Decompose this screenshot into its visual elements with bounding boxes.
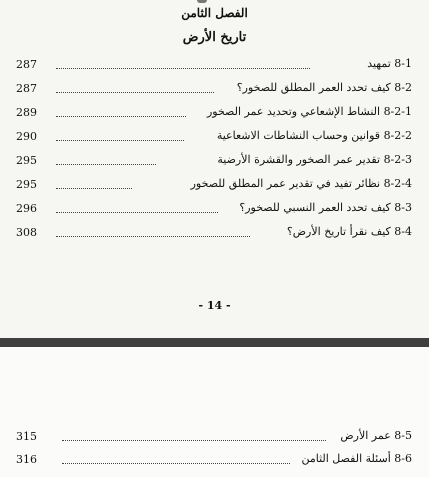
toc-entry-label: 8-2-3 تقدير عمر الصخور والقشرة الأرضية [217,153,412,166]
toc-entry[interactable] [16,224,412,244]
page-divider [0,338,429,347]
toc-entry[interactable] [16,176,412,196]
chapter-title: تاريخ الأرض [182,30,247,45]
toc-entry[interactable] [16,128,412,148]
dot-leader [56,236,250,237]
scan-artifact [197,0,207,3]
page-footer: - 14 - [198,299,231,312]
toc-page-bottom [0,347,429,477]
toc-page-number: 287 [16,82,37,95]
dot-leader [62,463,290,464]
toc-entry[interactable] [16,56,412,76]
dot-leader [56,68,310,69]
toc-entry-label: 8-2 كيف تحدد العمر المطلق للصخور؟ [236,81,412,94]
dot-leader [56,164,156,165]
toc-entry[interactable] [16,152,412,172]
chapter-label: الفصل الثامن [181,6,248,20]
toc-entry-label: 8-4 كيف نقرأ تاريخ الأرض؟ [286,225,412,238]
dot-leader [56,188,132,189]
dot-leader [56,92,214,93]
toc-page-number: 296 [16,202,37,215]
dot-leader [62,440,326,441]
toc-entry[interactable] [16,428,412,448]
toc-entry-label: 8-6 أسئلة الفصل الثامن [301,452,412,465]
toc-entry-label: 8-5 عمر الأرض [340,429,412,442]
toc-entry[interactable] [16,80,412,100]
toc-entry-label: 8-3 كيف تحدد العمر النسبي للصخور؟ [239,201,412,214]
toc-page-number: 308 [16,226,37,239]
dot-leader [56,140,184,141]
toc-entry-label: 8-2-4 نظائر تفيد في تقدير عمر المطلق للصخور [190,177,412,190]
toc-entry-label: 8-2-2 قوانين وحساب النشاطات الاشعاعية [216,129,412,142]
toc-page-number: 316 [16,453,37,466]
toc-page-number: 315 [16,430,37,443]
dot-leader [56,116,186,117]
toc-page-number: 290 [16,130,37,143]
toc-entry[interactable] [16,104,412,124]
toc-entry-label: 8-1 تمهيد [367,57,412,70]
toc-page-number: 289 [16,106,37,119]
toc-entry[interactable] [16,451,412,471]
toc-page-number: 295 [16,178,37,191]
toc-page-number: 295 [16,154,37,167]
dot-leader [56,212,218,213]
toc-entry-label: 8-2-1 النشاط الإشعاعي وتحديد عمر الصخور [206,105,412,118]
toc-page-number: 287 [16,58,37,71]
toc-entry[interactable] [16,200,412,220]
